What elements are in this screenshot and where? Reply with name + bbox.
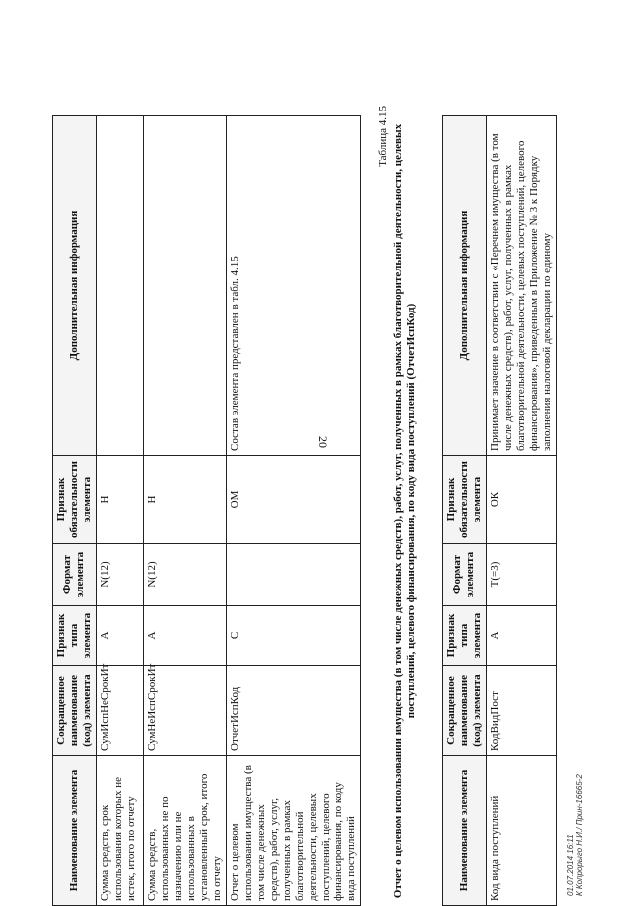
cell-code: КодВидПост [486,666,556,756]
col-info-header: Дополнительная информация [443,116,487,456]
col-name-header: Наименование элемента [53,756,97,906]
cell-format [226,544,361,606]
cell-name: Код вида поступлений [486,756,556,906]
cell-code: СумИспНеСрокИт [96,666,143,756]
col-required-header: Признак обязательности элемента [443,456,487,544]
cell-format: T(=3) [486,544,556,606]
cell-name: Отчет о целевом использовании имущества (в том числе денежных средств), работ, услуг, полученных в рамках благотворительной деятельности, целевых поступлений, целевого финансирования, по коду вида поступлений [226,756,361,906]
cell-format: N(12) [96,544,143,606]
table-row [143,116,226,906]
table-title: Отчет о целевом использовании имущества (в том числе денежных средств), работ, услуг, полученных в рамках благотворительной деятельности, целевых поступлений, целевого финансирования, по коду вида поступлений (ОтчетИспКод) [392,123,417,899]
print-stamp [567,774,585,896]
cell-name: Сумма средств, срок использования которых не истек, итого по отчету [96,756,143,906]
col-name-header: Наименование элемента [443,756,487,906]
cell-info [96,116,143,456]
cell-required: Н [143,456,226,544]
table-row [486,116,556,906]
col-format-header: Формат элемента [53,544,97,606]
cell-info: Принимает значение в соответствии с «Перечнем имущества (в том числе денежных средств), работ, услуг, полученных в рамках благотворительной деятельности, целевых поступлений, целевого финансирования», приведенным в Приложение № 3 к Порядку заполнения налоговой декларации по единому [486,116,556,456]
col-type-header: Признак типа элемента [53,606,97,666]
table-row [96,116,143,906]
col-type-header: Признак типа элемента [443,606,487,666]
print-operator: К Копрорыго Н.И./ Прин-16665-2 [574,774,584,896]
cell-required: Н [96,456,143,544]
cell-required: ОК [486,456,556,544]
cell-name: Сумма средств, использованных не по назначению или не использованных в установленный срок, итого по отчету [143,756,226,906]
cell-type: С [226,606,361,666]
elements-table [52,115,361,906]
table-row [226,116,361,906]
col-code-header: Сокращенное наименование (код) элемента [53,666,97,756]
table-header [53,116,97,906]
col-info-header: Дополнительная информация [53,116,97,456]
table-number-label: Таблица 4.15 [377,106,389,167]
cell-required: ОМ [226,456,361,544]
cell-type: А [143,606,226,666]
cell-type: А [486,606,556,666]
table-4-15 [442,115,557,906]
cell-info: Состав элемента представлен в табл. 4.15 [226,116,361,456]
cell-type: А [96,606,143,666]
rotated-page [52,106,587,906]
cell-code: ОтчетИспКод [226,666,361,756]
page-number: 20 [316,436,330,448]
col-code-header: Сокращенное наименование (код) элемента [443,666,487,756]
cell-info [143,116,226,456]
cell-format: N(12) [143,544,226,606]
print-date: 01.07.2014 16:11 [566,834,575,896]
table-header [443,116,487,906]
cell-code: СумНеИспСрокИт [143,666,226,756]
col-required-header: Признак обязательности элемента [53,456,97,544]
col-format-header: Формат элемента [443,544,487,606]
